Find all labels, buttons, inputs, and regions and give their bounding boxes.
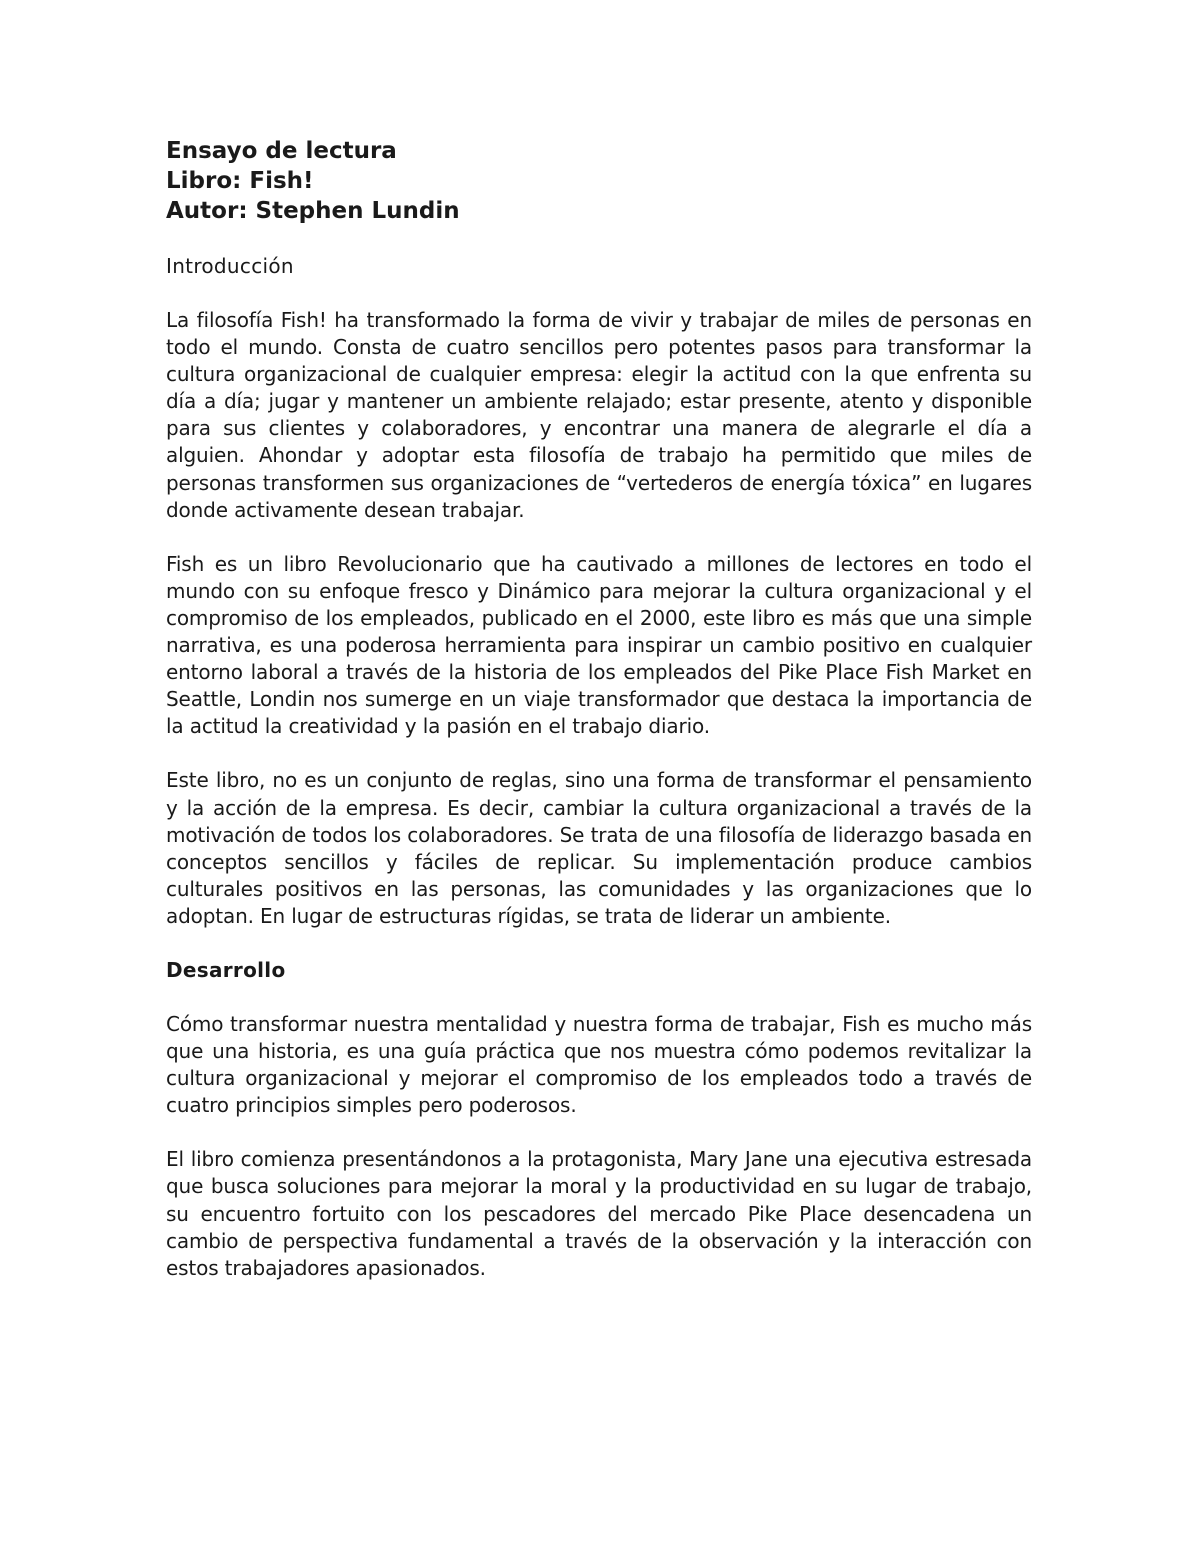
spacer bbox=[166, 1119, 1032, 1146]
document-page bbox=[166, 136, 1032, 1282]
introduction-paragraph-1: La filosofía Fish! ha transformado la forma de vivir y trabajar de miles de personas en todo el mundo. Consta de cuatro sencillos pero potentes pasos para transformar la cultura organizacional de cualquier empresa: elegir la actitud con la que enfrenta su día a día; jugar y mantener un ambiente relajado; estar presente, atento y disponible para sus clientes y colaboradores, y encontrar una manera de alegrarle el día a alguien. Ahondar y adoptar esta filosofía de trabajo ha permitido que miles de personas transformen sus organizaciones de “vertederos de energía tóxica” en lugares donde activamente desean trabajar. bbox=[166, 308, 1032, 522]
document-title: Ensayo de lectura bbox=[166, 138, 397, 164]
introduction-paragraph-2: Fish es un libro Revolucionario que ha cautivado a millones de lectores en todo el mundo con su enfoque fresco y Dinámico para mejorar la cultura organizacional y el compromiso de los empleados, publicado en el 2000, este libro es más que una simple narrativa, es una poderosa herramienta para inspirar un cambio positivo en cualquier entorno laboral a través de la historia de los empleados del Pike Place Fish Market en Seattle, Londin nos sumerge en un viaje transformador que destaca la importancia de la actitud la creatividad y la pasión en el trabajo diario. bbox=[166, 551, 1032, 739]
spacer bbox=[166, 930, 1032, 957]
introduction-heading: Introducción bbox=[166, 254, 294, 278]
development-paragraph-2: El libro comienza presentándonos a la protagonista, Mary Jane una ejecutiva estresada que busca soluciones para mejorar la moral y la productividad en su lugar de trabajo, su encuentro fortuito con los pescadores del mercado Pike Place desencadena un cambio de perspectiva fundamental a través de la observación y la interacción con estos trabajadores apasionados. bbox=[166, 1147, 1032, 1280]
spacer bbox=[166, 740, 1032, 767]
book-author: Autor: Stephen Lundin bbox=[166, 198, 460, 224]
development-paragraph-1: Cómo transformar nuestra mentalidad y nuestra forma de trabajar, Fish es mucho más que una historia, es una guía práctica que nos muestra cómo podemos revitalizar la cultura organizacional y mejorar el compromiso de los empleados todo a través de cuatro principios simples pero poderosos. bbox=[166, 1011, 1032, 1118]
spacer bbox=[166, 984, 1032, 1011]
development-heading: Desarrollo bbox=[166, 957, 286, 982]
spacer bbox=[166, 226, 1032, 253]
introduction-paragraph-3: Este libro, no es un conjunto de reglas, sino una forma de transformar el pensamiento y la acción de la empresa. Es decir, cambiar la cultura organizacional a través de la motivación de todos los colaboradores. Se trata de una filosofía de liderazgo basada en conceptos sencillos y fáciles de replicar. Su implementación produce cambios culturales positivos en las personas, las comunidades y las organizaciones que lo adoptan. En lugar de estructuras rígidas, se trata de liderar un ambiente. bbox=[166, 768, 1032, 928]
spacer bbox=[166, 524, 1032, 551]
spacer bbox=[166, 280, 1032, 307]
book-title: Libro: Fish! bbox=[166, 168, 314, 194]
